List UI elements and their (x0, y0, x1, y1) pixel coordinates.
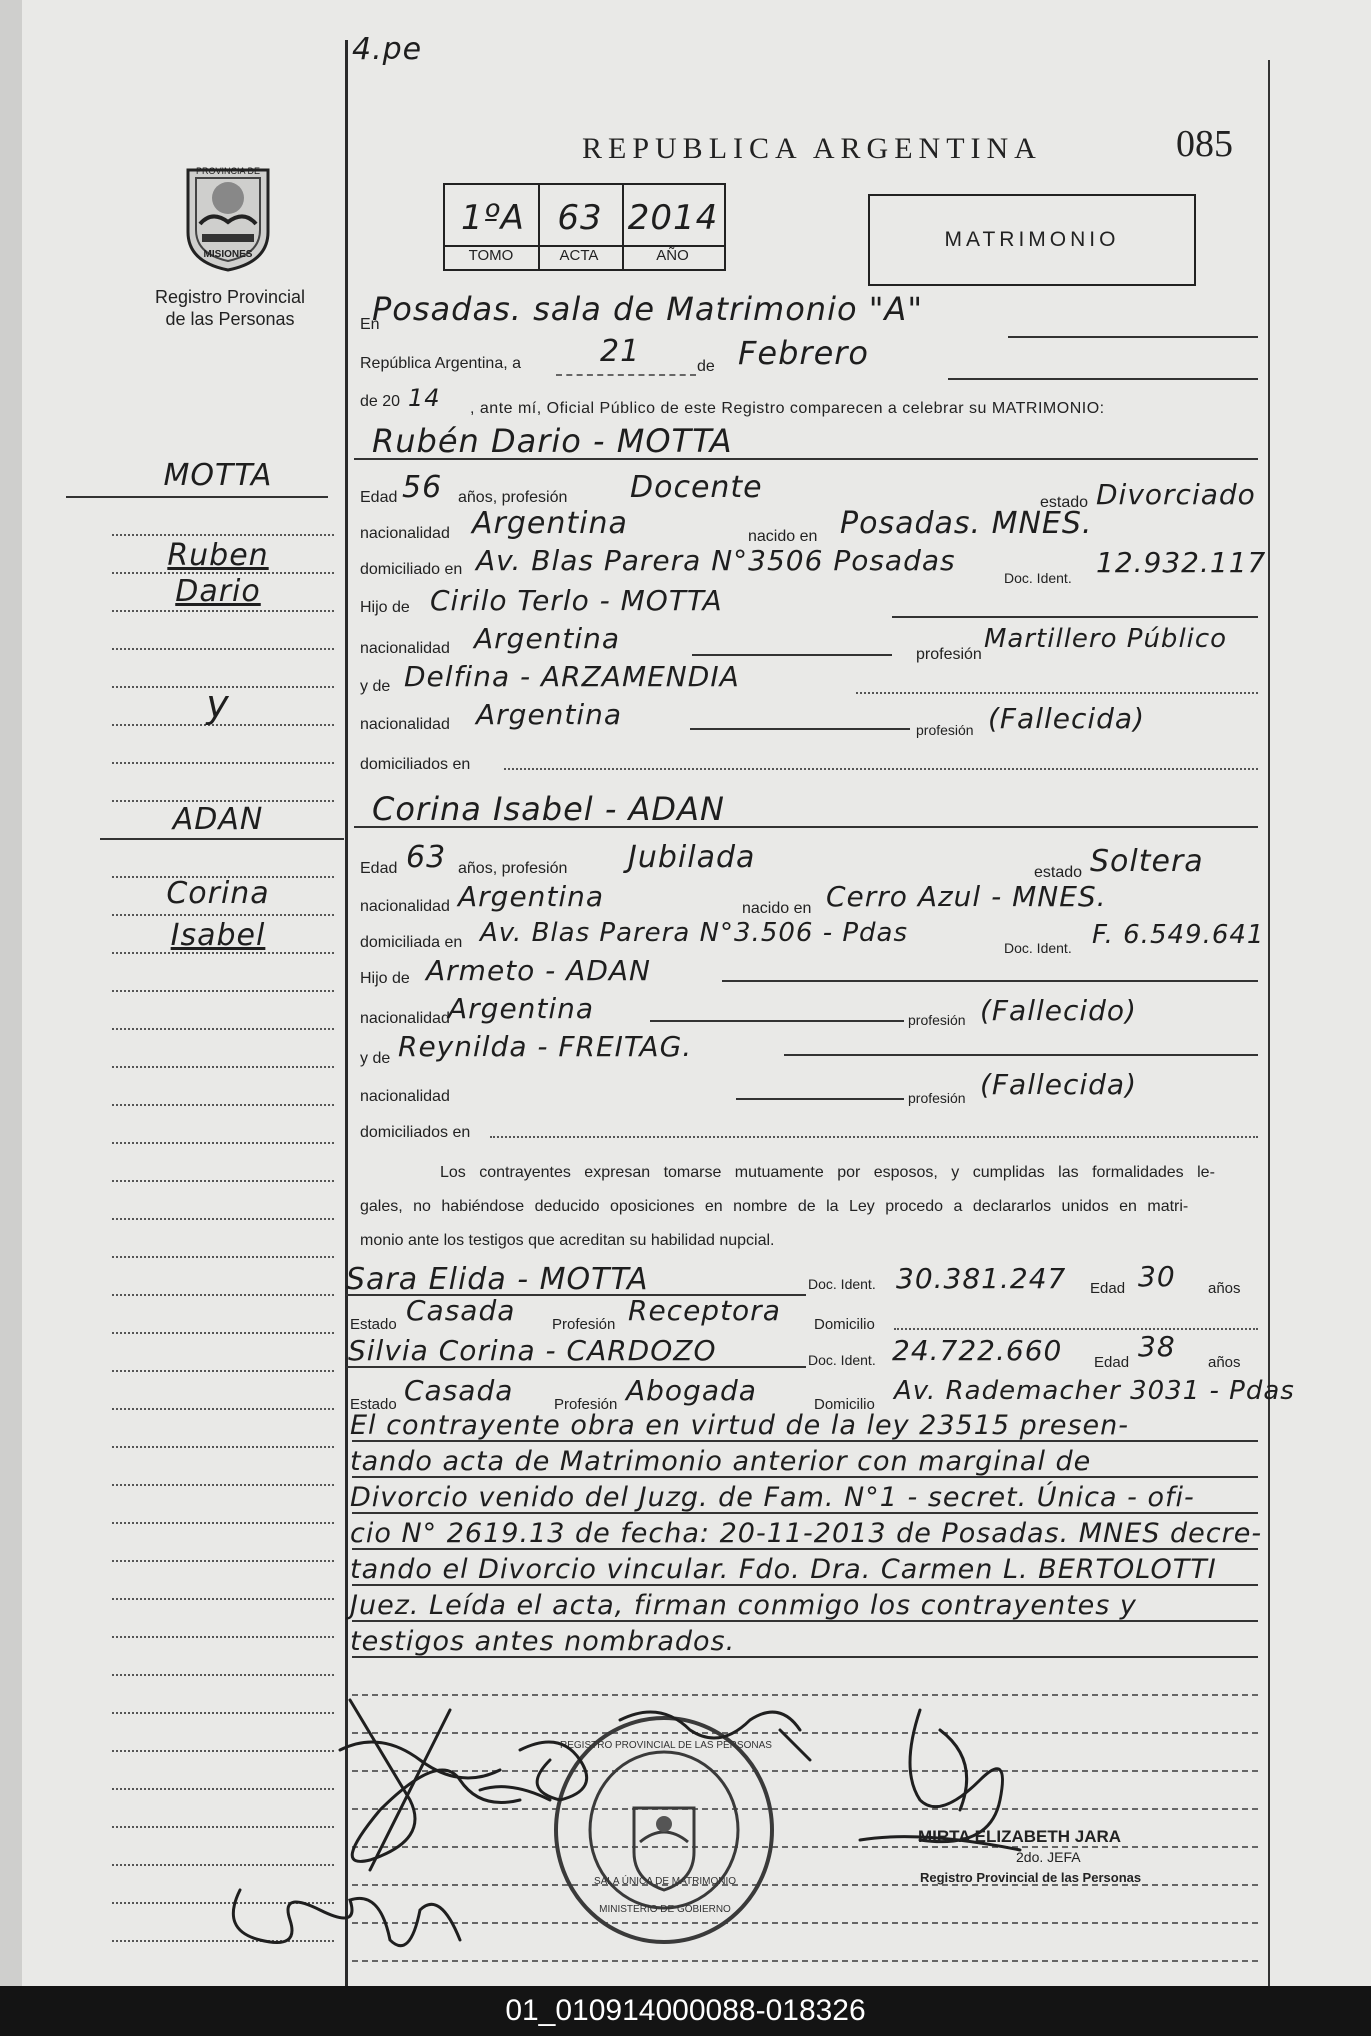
declaracion-line1: Los contrayentes expresan tomarse mutuamente por esposos, y cumplidas las formalidades le- (440, 1164, 1215, 1181)
label-doc-ident-t1: Doc. Ident. (808, 1276, 876, 1292)
contrayente1-padre-nacionalidad: Argentina (474, 622, 621, 655)
contrayente1-madre: Delfina - ARZAMENDIA (404, 660, 740, 693)
label-estado-2: estado (1034, 864, 1083, 881)
rule (490, 1136, 1258, 1138)
testigo1-nombre: Sara Elida - MOTTA (346, 1262, 649, 1297)
rule (112, 1332, 334, 1334)
testigo2-edad: 38 (1138, 1330, 1176, 1363)
rule (112, 990, 334, 992)
label-estado-t2: Estado (350, 1396, 397, 1413)
contrayente1-madre-nacionalidad: Argentina (476, 698, 623, 731)
rule (352, 1548, 1258, 1550)
ceremony-anio-suffix: 14 (408, 384, 441, 412)
label-profesion-padre-2: profesión (908, 1012, 966, 1028)
official-nombre: MIRTA ELIZABETH JARA (918, 1827, 1122, 1846)
rule (856, 692, 1258, 694)
nota-line: El contrayente obra en virtud de la ley 23515 presen- (350, 1410, 1130, 1441)
nota-line: Divorcio venido del Juzg. de Fam. N°1 - secret. Única - ofi- (350, 1482, 1195, 1513)
anio-label: AÑO (656, 247, 689, 264)
contrayente1-madre-profesion: (Fallecida) (988, 702, 1146, 735)
contrayente1-doc: 12.932.117 (1096, 546, 1267, 579)
rule (784, 1054, 1258, 1056)
acta-label: ACTA (559, 247, 599, 264)
rule (352, 1584, 1258, 1586)
label-en: En (360, 316, 380, 333)
registro-line1: Registro Provincial (154, 287, 306, 307)
contrayente1-nacionalidad: Argentina (472, 506, 628, 541)
rule (112, 1104, 334, 1106)
header-republica: REPUBLICA ARGENTINA (582, 132, 1042, 165)
label-domiciliados-en: domiciliados en (360, 756, 471, 773)
nota-line: tando el Divorcio vincular. Fdo. Dra. Carmen L. BERTOLOTTI (350, 1554, 1217, 1585)
logo-text-bottom: MISIONES (203, 249, 253, 260)
rule (112, 1560, 334, 1562)
rule (948, 378, 1258, 380)
rule (352, 1620, 1258, 1622)
label-de: de (697, 358, 715, 375)
label-domiciliados-en-2: domiciliados en (360, 1124, 471, 1141)
label-estado-t1: Estado (350, 1316, 397, 1333)
rule (112, 1484, 334, 1486)
rule (112, 1636, 334, 1638)
rule (1008, 336, 1258, 338)
rule (352, 1656, 1258, 1658)
rule (346, 1366, 806, 1368)
testigo2-profesion: Abogada (626, 1374, 757, 1407)
nota-line: Juez. Leída el acta, firman conmigo los contrayentes y (350, 1590, 1137, 1621)
margin-conjuncion: y (206, 682, 230, 726)
nota-line: testigos antes nombrados. (350, 1626, 736, 1657)
testigo1-edad: 30 (1138, 1260, 1176, 1293)
rule (690, 728, 910, 730)
label-hijo-de-2: Hijo de (360, 970, 410, 987)
rule (112, 1674, 334, 1676)
rule (736, 1098, 904, 1100)
contrayente1-edad: 56 (402, 470, 443, 505)
rule (66, 496, 328, 498)
contrayente1-estado: Divorciado (1096, 478, 1256, 511)
label-de-20: de 20 (360, 393, 401, 410)
label-domicilio-t1: Domicilio (814, 1316, 875, 1333)
contrayente2-padre-profesion: (Fallecido) (980, 994, 1137, 1027)
tomo-label: TOMO (468, 247, 514, 264)
rule (894, 1328, 1258, 1330)
label-nacionalidad-padre: nacionalidad (360, 640, 450, 657)
label-doc-ident-t2: Doc. Ident. (808, 1352, 876, 1368)
margin-apellido2: ADAN (172, 802, 264, 837)
page-number: 085 (1176, 123, 1233, 165)
label-domiciliada-en: domiciliada en (360, 934, 463, 951)
margin-nombre2b: Isabel (170, 918, 266, 953)
rule (112, 1370, 334, 1372)
label-domiciliado-en: domiciliado en (360, 561, 463, 578)
label-doc-ident-2: Doc. Ident. (1004, 940, 1072, 956)
ceremony-lugar: Posadas. sala de Matrimonio "A" (372, 290, 924, 328)
testigo1-estado: Casada (406, 1294, 516, 1327)
contrayente2-padre-nacionalidad: Argentina (448, 992, 595, 1025)
label-nacionalidad: nacionalidad (360, 525, 450, 542)
footer-reference: 01_010914000088-018326 (0, 1986, 1371, 2036)
seal-text-bottom: MINISTERIO DE GOBIERNO (599, 1904, 731, 1915)
label-profesion-padre: profesión (916, 646, 982, 663)
ceremony-dia: 21 (600, 334, 641, 369)
rule (112, 762, 334, 764)
official-entidad: Registro Provincial de las Personas (920, 1870, 1142, 1885)
official-cargo: 2do. JEFA (1016, 1849, 1081, 1865)
label-doc-ident: Doc. Ident. (1004, 570, 1072, 586)
label-anos-t2: años (1208, 1354, 1241, 1371)
testigo2-doc: 24.722.660 (892, 1334, 1063, 1367)
label-edad: Edad (360, 489, 398, 506)
label-y-de-2: y de (360, 1050, 391, 1067)
margin-nombre2a: Corina (166, 876, 270, 911)
label-nacido-en: nacido en (748, 528, 818, 545)
label-nacionalidad-madre: nacionalidad (360, 716, 450, 733)
label-anos-profesion-2: años, profesión (458, 860, 568, 877)
contrayente2-padre: Armeto - ADAN (426, 954, 651, 987)
tomo-value: 1ºA (461, 198, 525, 238)
contrayente2-profesion: Jubilada (628, 840, 756, 875)
testigo1-profesion: Receptora (628, 1294, 781, 1327)
nota-line: tando acta de Matrimonio anterior con marginal de (350, 1446, 1092, 1477)
rule (100, 838, 344, 840)
label-anos-profesion: años, profesión (458, 489, 568, 506)
label-edad-2: Edad (360, 860, 398, 877)
margin-nombre1b: Dario (175, 574, 261, 609)
contrayente2-nombre: Corina Isabel - ADAN (372, 790, 725, 828)
rule (112, 1446, 334, 1448)
rule (112, 534, 334, 536)
rule (354, 458, 1258, 460)
rule (692, 654, 892, 656)
label-profesion-t2: Profesión (554, 1396, 618, 1413)
label-comparecen: , ante mí, Oficial Público de este Registro comparecen a celebrar su MATRIMONIO: (470, 400, 1105, 417)
rule (112, 1598, 334, 1600)
label-edad-t1: Edad (1090, 1280, 1126, 1297)
rule (112, 1256, 334, 1258)
testigo1-doc: 30.381.247 (896, 1262, 1067, 1295)
seal-text-top: REGISTRO PROVINCIAL DE LAS PERSONAS (560, 1740, 772, 1751)
anio-value: 2014 (627, 198, 719, 238)
rule (112, 1028, 334, 1030)
contrayente2-nacionalidad: Argentina (458, 880, 605, 913)
label-y-de: y de (360, 678, 391, 695)
acta-value: 63 (557, 198, 603, 238)
contrayente2-estado: Soltera (1090, 844, 1204, 879)
rule (722, 980, 1258, 982)
rule (112, 1522, 334, 1524)
testigo2-domicilio: Av. Rademacher 3031 - Pdas (894, 1376, 1295, 1406)
rule (112, 610, 334, 612)
contrayente2-edad: 63 (406, 840, 447, 875)
registro-line2: de las Personas (165, 309, 295, 329)
rule (352, 1440, 1258, 1442)
contrayente1-padre: Cirilo Terlo - MOTTA (430, 584, 723, 617)
seal-text-center: SALA ÚNICA DE MATRIMONIO (593, 1876, 737, 1887)
label-republica-a: República Argentina, a (360, 355, 521, 372)
contrayente2-doc: F. 6.549.641 (1092, 920, 1265, 950)
label-nacionalidad-madre-2: nacionalidad (360, 1088, 450, 1105)
contrayente1-nombre: Rubén Dario - MOTTA (372, 422, 733, 460)
rule (112, 1180, 334, 1182)
rule (556, 374, 696, 376)
rule (352, 1512, 1258, 1514)
label-nacido-en-2: nacido en (742, 900, 812, 917)
label-domicilio-t2: Domicilio (814, 1396, 875, 1413)
label-nacionalidad-padre-2: nacionalidad (360, 1010, 450, 1027)
margin-nombre1a: Ruben (167, 538, 269, 573)
rule (354, 826, 1258, 828)
declaracion-line2: gales, no habiéndose deducido oposiciones en nombre de la Ley procedo a declararlos unidos en matri- (360, 1198, 1189, 1215)
testigo2-nombre: Silvia Corina - CARDOZO (348, 1334, 717, 1367)
rule (112, 1408, 334, 1410)
right-rule (1268, 60, 1270, 1986)
corner-mark: 4.pe (352, 32, 423, 67)
rule (892, 616, 1258, 618)
binding-edge (0, 0, 22, 1986)
rule (112, 914, 334, 916)
label-profesion-madre: profesión (916, 722, 974, 738)
contrayente1-nacido-en: Posadas. MNES. (840, 506, 1093, 541)
contrayente1-profesion: Docente (630, 470, 763, 505)
declaracion-line3: monio ante los testigos que acreditan su habilidad nupcial. (360, 1232, 775, 1249)
ceremony-mes: Febrero (738, 334, 869, 372)
label-profesion-madre-2: profesión (908, 1090, 966, 1106)
contrayente1-domicilio: Av. Blas Parera N°3506 Posadas (476, 544, 956, 577)
nota-line: cio N° 2619.13 de fecha: 20-11-2013 de Posadas. MNES decre- (350, 1518, 1263, 1549)
contrayente2-madre: Reynilda - FREITAG. (398, 1030, 693, 1063)
rule (352, 1476, 1258, 1478)
label-nacionalidad-2: nacionalidad (360, 898, 450, 915)
tipo-acta: MATRIMONIO (944, 228, 1120, 251)
rule (504, 768, 1258, 770)
contrayente1-padre-profesion: Martillero Público (984, 624, 1228, 654)
rule (112, 1066, 334, 1068)
label-hijo-de: Hijo de (360, 599, 410, 616)
rule (650, 1020, 904, 1022)
testigo2-estado: Casada (404, 1374, 514, 1407)
label-profesion-t1: Profesión (552, 1316, 616, 1333)
contrayente2-domicilio: Av. Blas Parera N°3.506 - Pdas (480, 918, 909, 948)
rule (112, 1294, 334, 1296)
label-estado: estado (1040, 494, 1089, 511)
label-edad-t2: Edad (1094, 1354, 1130, 1371)
rule (112, 1218, 334, 1220)
label-anos-t1: años (1208, 1280, 1241, 1297)
contrayente2-madre-profesion: (Fallecida) (980, 1068, 1138, 1101)
rule (112, 1142, 334, 1144)
margin-apellido1: MOTTA (163, 458, 273, 493)
contrayente2-nacido-en: Cerro Azul - MNES. (826, 880, 1107, 913)
logo-text-top: PROVINCIA DE (195, 166, 260, 176)
rule (112, 648, 334, 650)
